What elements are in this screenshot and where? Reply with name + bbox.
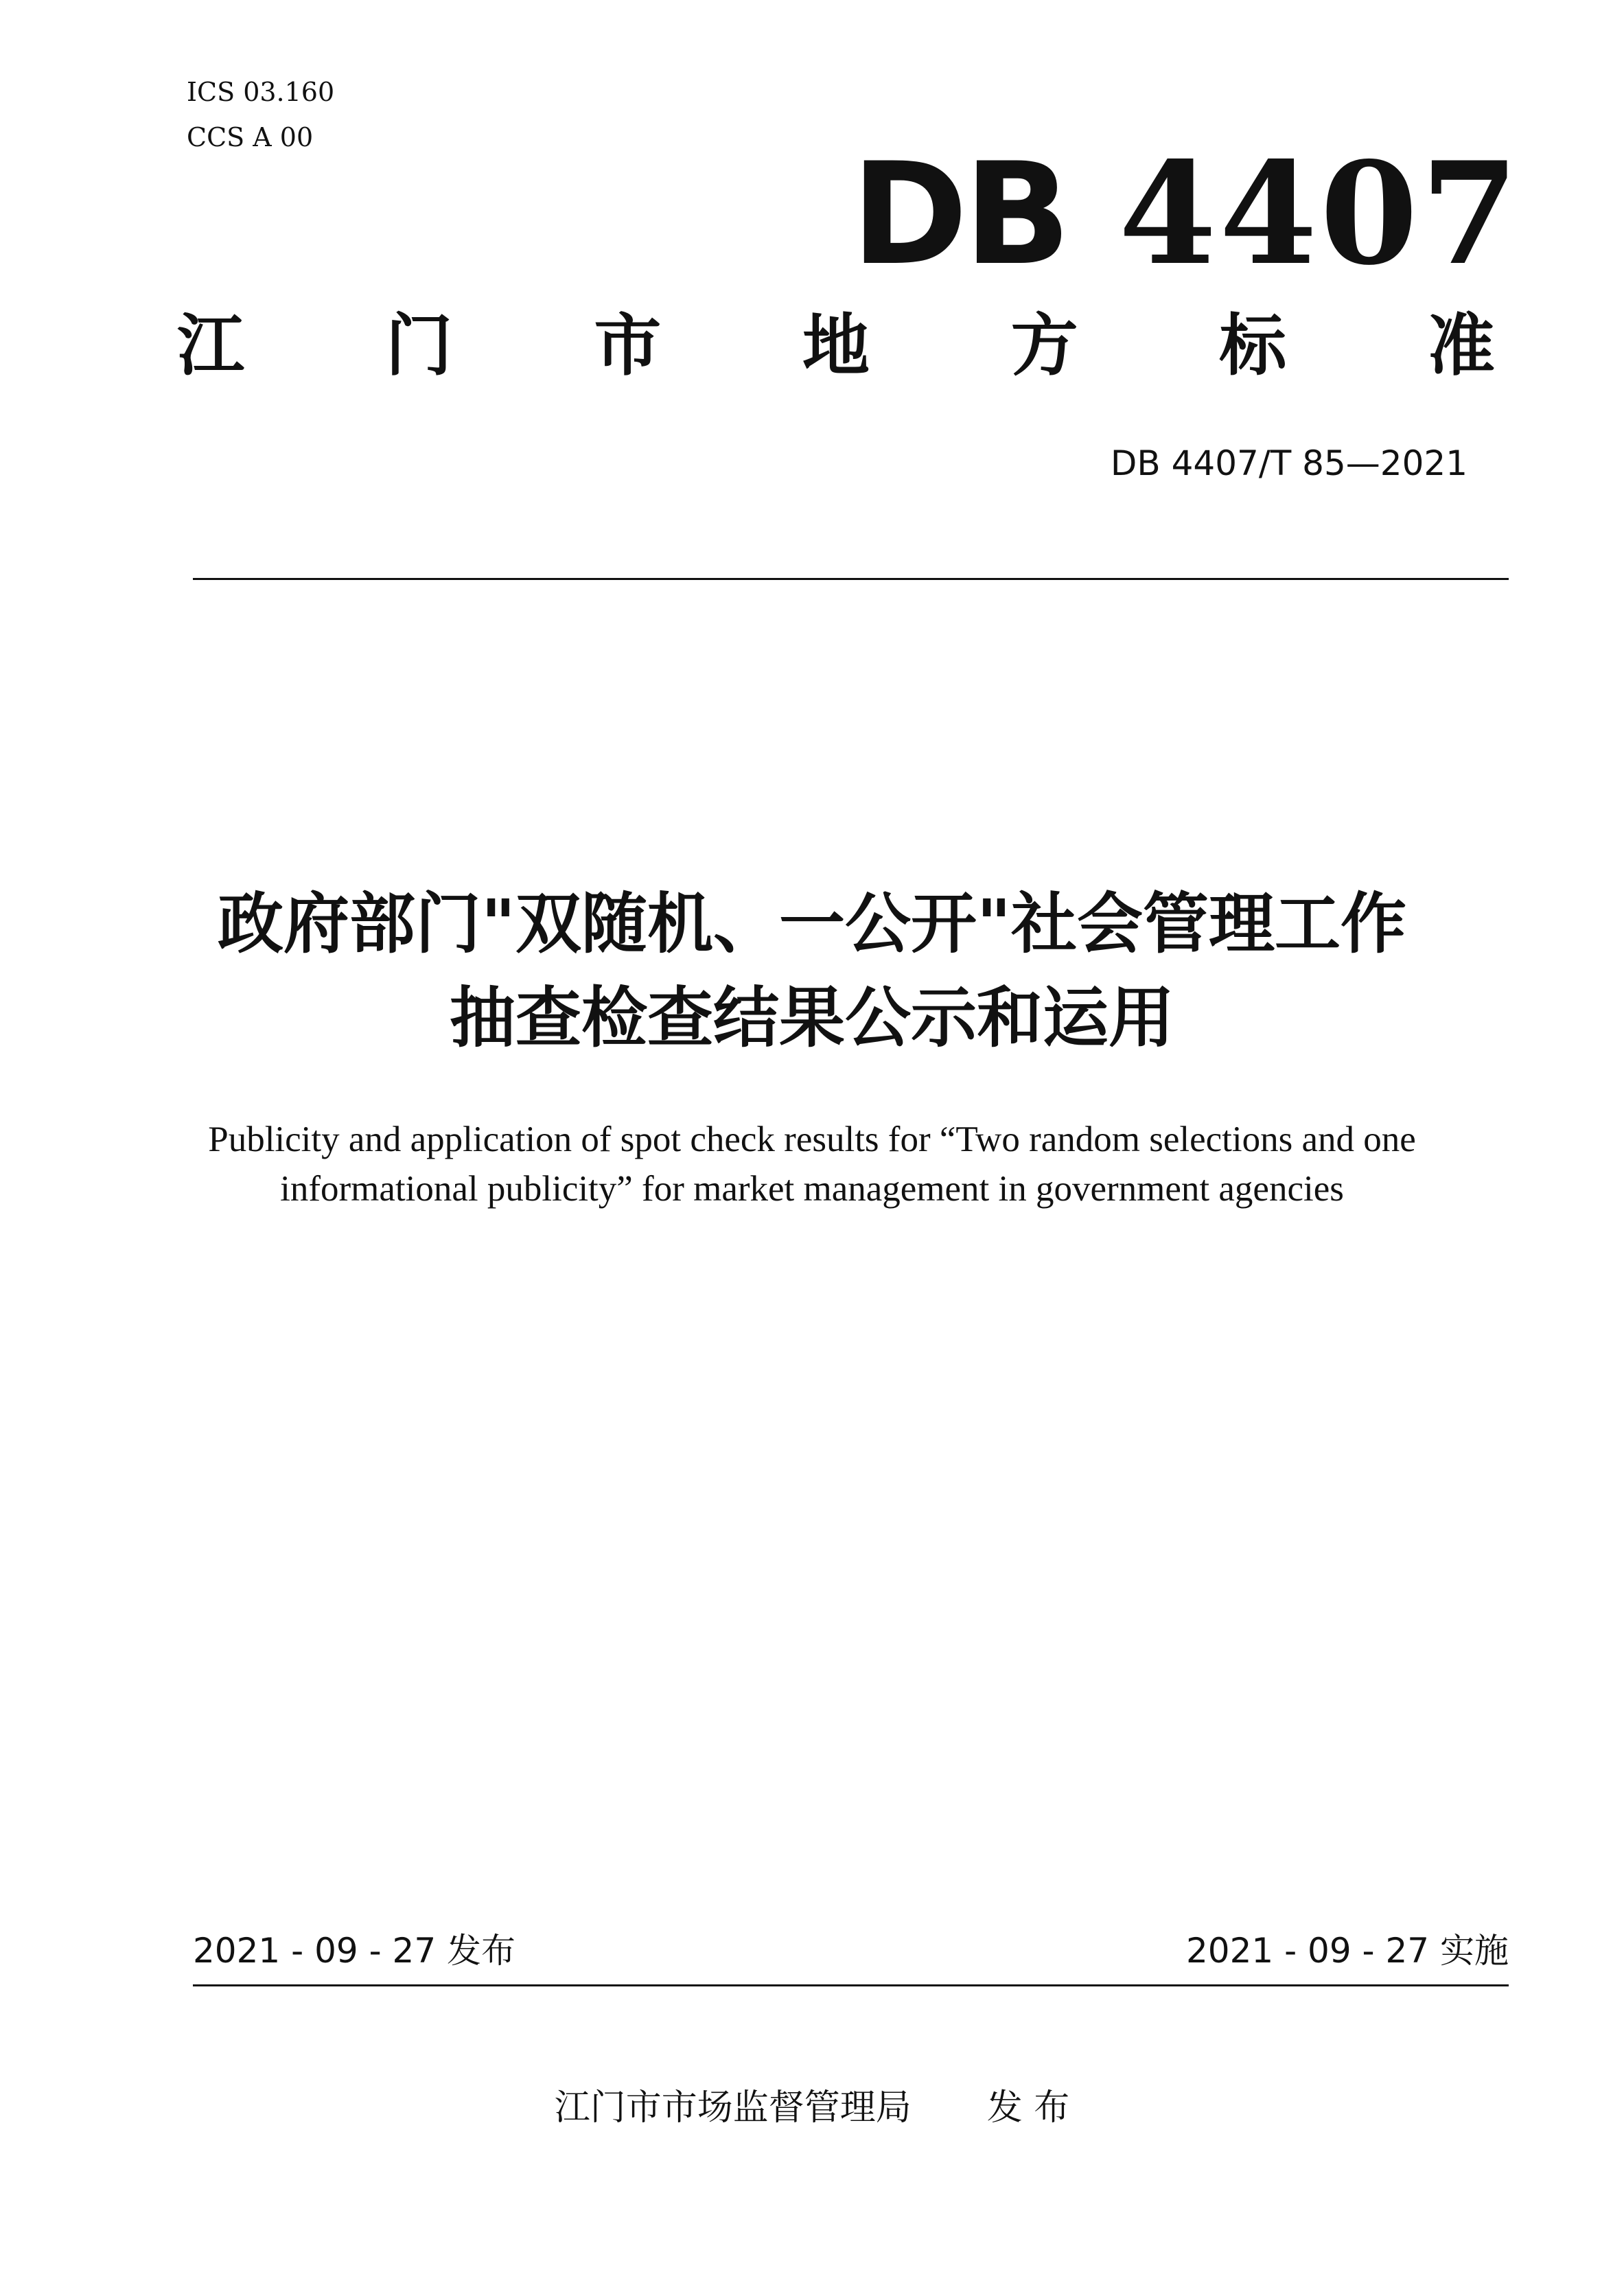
standard-type-char: 门	[385, 307, 453, 385]
standard-code-mark	[851, 132, 1522, 297]
standard-number: DB 4407/T 85—2021	[1110, 443, 1468, 483]
footer-divider	[193, 1984, 1509, 1986]
chinese-title-line-1: 政府部门"双随机、一公开"社会管理工作	[217, 885, 1407, 962]
publisher-line	[0, 2087, 1624, 2129]
standard-type-heading	[177, 307, 1495, 385]
issue-date: 2021 - 09 - 27 发布	[193, 1931, 516, 1971]
standard-type-char: 地	[802, 307, 870, 385]
publisher-action: 发 布	[986, 2087, 1070, 2129]
implementation-date: 2021 - 09 - 27 实施	[1185, 1931, 1509, 1971]
standard-type-char: 方	[1010, 307, 1078, 385]
ics-code: ICS 03.160	[187, 77, 335, 107]
publisher-name: 江门市市场监督管理局	[554, 2087, 912, 2129]
standard-code-prefix: DB	[851, 133, 1067, 297]
english-title-line-2: informational publicity” for market management in government agencies	[280, 1169, 1344, 1209]
standard-code-region: 4407	[1118, 132, 1522, 297]
standard-type-char: 江	[177, 307, 245, 385]
chinese-title-line-2: 抽查检查结果公示和运用	[450, 979, 1174, 1056]
standard-type-char: 标	[1219, 307, 1287, 385]
standard-type-char: 准	[1427, 307, 1495, 385]
standard-type-char: 市	[594, 307, 662, 385]
english-title-line-1: Publicity and application of spot check results for “Two random selections and one	[208, 1120, 1416, 1159]
ccs-code: CCS A 00	[187, 122, 314, 152]
header-divider	[193, 578, 1509, 580]
